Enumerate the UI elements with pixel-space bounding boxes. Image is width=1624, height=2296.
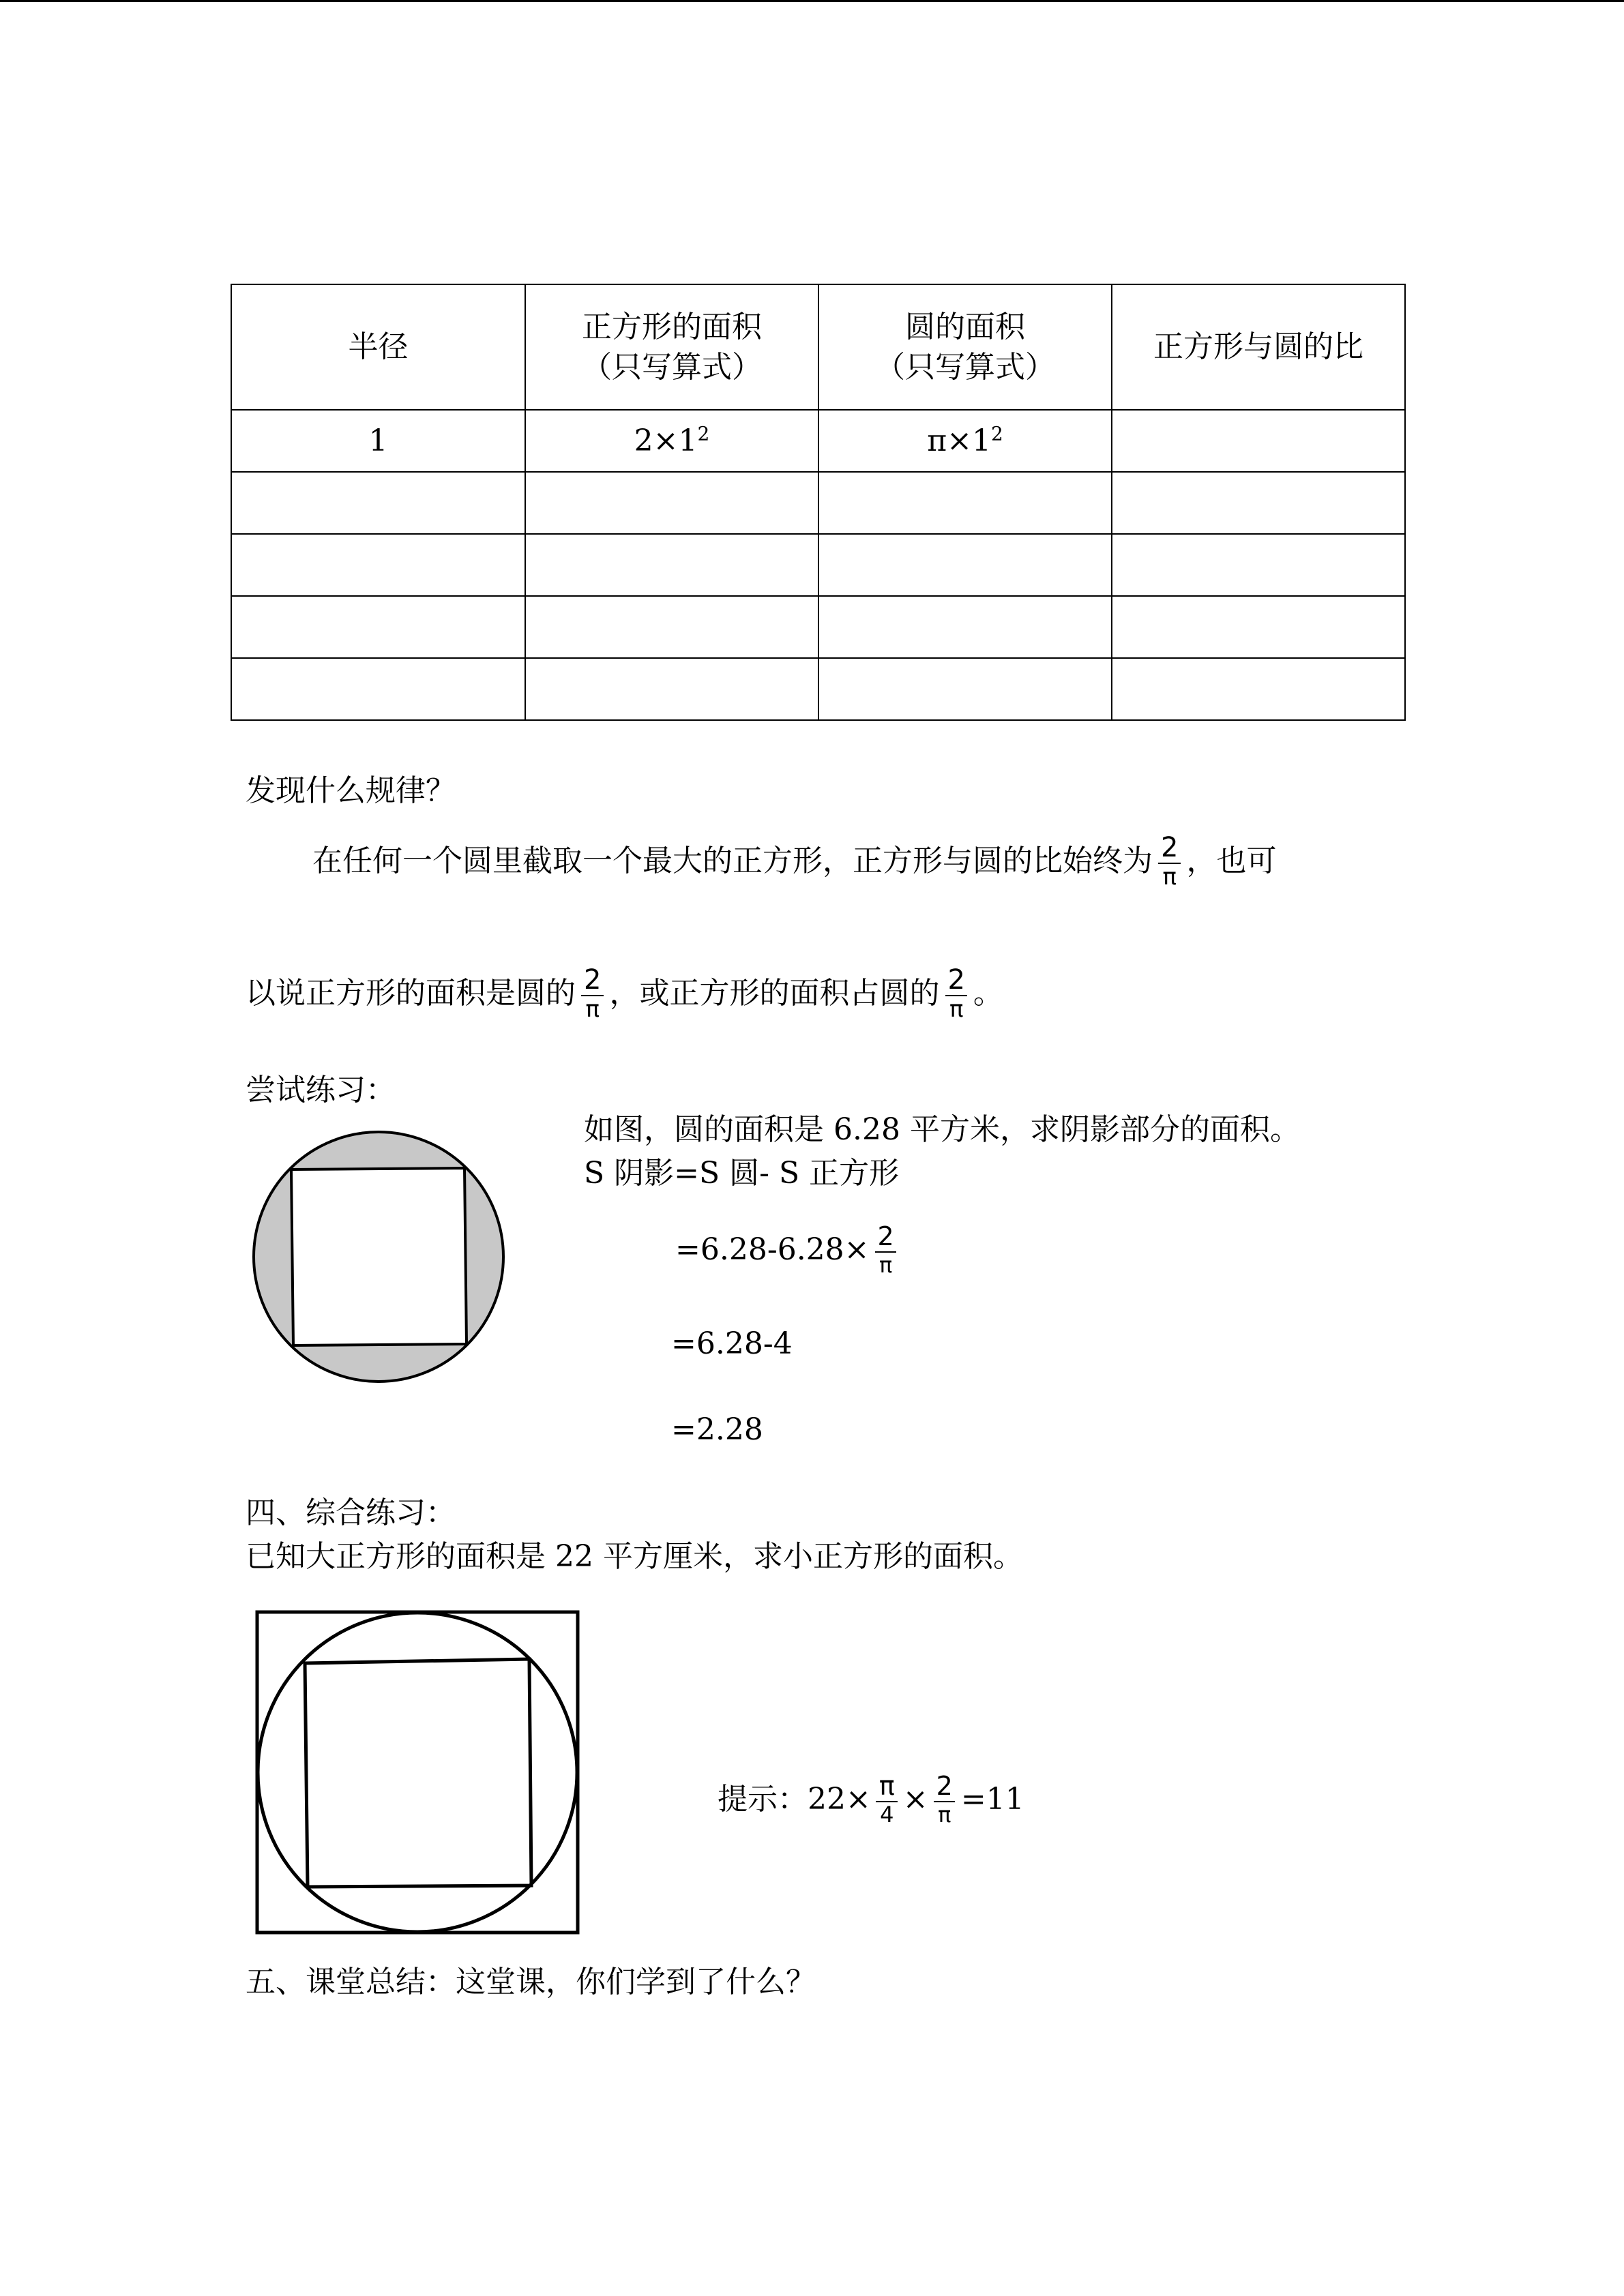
circle-inscribed-square-figure (250, 1129, 509, 1388)
fraction-denominator: π (581, 995, 603, 1023)
fraction-two-over-pi (874, 1223, 898, 1278)
practice-formula: S 阴影=S 圆- S 正方形 (584, 1156, 900, 1191)
table-row (231, 410, 1405, 472)
table-cell (525, 658, 818, 720)
discover-text: ，也可 (1186, 844, 1277, 879)
table-cell (818, 658, 1112, 720)
header-circle-area: 圆的面积 （只写算式） (818, 284, 1112, 410)
fraction-two-over-pi (580, 965, 605, 1023)
fraction-numerator: π (879, 1771, 895, 1801)
table-cell (231, 658, 525, 720)
discover-text: 以说正方形的面积是圆的 (246, 976, 576, 1011)
fraction-denominator: π (875, 1251, 896, 1278)
table-cell (231, 534, 525, 596)
table-row (231, 658, 1405, 720)
table-cell (1112, 534, 1405, 596)
discover-text: 。 (973, 976, 1003, 1011)
table-row (231, 534, 1405, 596)
fraction-numerator: 2 (877, 1221, 894, 1251)
practice-step-3: =2.28 (671, 1412, 763, 1447)
cell-circle-area: $\pi\times 1^2$ (818, 410, 1112, 472)
discover-question: 发现什么规律？ (246, 773, 456, 808)
practice-step-2: =6.28-4 (671, 1326, 793, 1361)
section-5-heading: 五、课堂总结：这堂课，你们学到了什么？ (246, 1965, 816, 1999)
fraction-numerator: 2 (947, 964, 965, 996)
hint-times: × (902, 1781, 928, 1817)
cell-ratio (1112, 410, 1405, 472)
discover-text: 在任何一个圆里截取一个最大的正方形，正方形与圆的比始终为 (312, 844, 1153, 879)
fraction-two-over-pi (1157, 833, 1182, 891)
nested-squares-figure (254, 1609, 581, 1936)
header-ratio: 正方形与圆的比 (1112, 284, 1405, 410)
table-cell (1112, 596, 1405, 658)
discover-line-2 (246, 965, 1003, 1023)
fraction-denominator: π (934, 1801, 955, 1828)
table-cell (231, 596, 525, 658)
table-cell (231, 472, 525, 534)
discover-line-1 (312, 833, 1276, 891)
table-cell (525, 472, 818, 534)
inscribed-square (291, 1168, 467, 1345)
fraction-denominator: π (1158, 863, 1180, 891)
hint-result: =11 (960, 1781, 1024, 1817)
table-cell (818, 596, 1112, 658)
fraction-numerator: 2 (1161, 832, 1179, 863)
header-square-area: 正方形的面积 （只写算式） (525, 284, 818, 410)
section-4-heading: 四、综合练习： (246, 1495, 456, 1530)
table-cell (525, 596, 818, 658)
practice-heading: 尝试练习： (246, 1073, 396, 1107)
section-4-hint (718, 1772, 1024, 1828)
cell-radius: 1 (231, 410, 525, 472)
fraction-numerator: 2 (936, 1771, 953, 1801)
hint-text: 提示：22× (718, 1781, 871, 1817)
practice-problem: 如图，圆的面积是 6.28 平方米，求阴影部分的面积。 (584, 1112, 1300, 1147)
table-cell (1112, 658, 1405, 720)
table-row (231, 472, 1405, 534)
section-4-problem: 已知大正方形的面积是 22 平方厘米，求小正方形的面积。 (246, 1539, 1023, 1574)
header-radius: 半径 (231, 284, 525, 410)
table-cell (818, 472, 1112, 534)
table-header-row (231, 284, 1405, 410)
table-cell (525, 534, 818, 596)
table-cell (818, 534, 1112, 596)
fraction-two-over-pi (932, 1772, 957, 1828)
fraction-denominator: 4 (876, 1801, 898, 1828)
discover-text: ，或正方形的面积占圆的 (609, 976, 940, 1011)
fraction-two-over-pi (943, 965, 969, 1023)
ratio-table (231, 284, 1406, 721)
step-text: =6.28-6.28× (675, 1232, 870, 1267)
table-row (231, 596, 1405, 658)
fraction-pi-over-four (875, 1772, 899, 1828)
practice-step-1 (675, 1223, 902, 1278)
fraction-numerator: 2 (584, 964, 602, 996)
cell-square-area: $2\times 1^2$ (525, 410, 818, 472)
fraction-denominator: π (945, 995, 967, 1023)
table-cell (1112, 472, 1405, 534)
